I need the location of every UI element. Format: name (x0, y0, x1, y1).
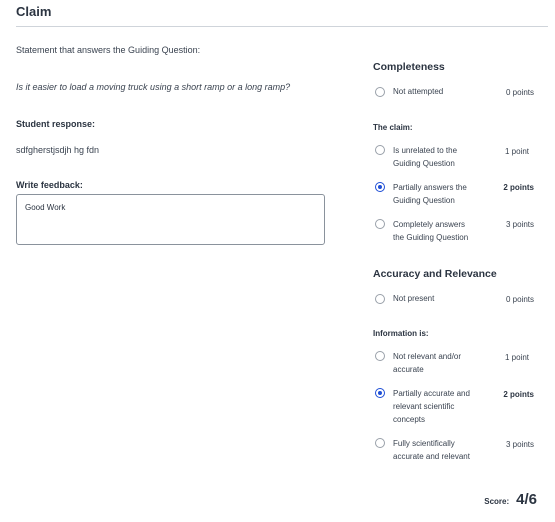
guiding-question: Is it easier to load a moving truck using a short ramp or a long ramp? (16, 82, 291, 92)
option-label: Completely answers the Guiding Question (393, 220, 469, 242)
option-label: Partially accurate and relevant scientific concepts (393, 389, 470, 424)
option-label: Fully scientifically accurate and relevant (393, 439, 470, 461)
radio-completeness-1[interactable] (375, 145, 385, 155)
accuracy-option-2[interactable] (375, 387, 470, 426)
page-title: Claim (16, 4, 52, 19)
option-label: Not attempted (393, 87, 444, 96)
accuracy-heading: Accuracy and Relevance (373, 268, 497, 280)
option-points: 2 points (503, 183, 534, 192)
feedback-text: Good Work (25, 203, 66, 212)
prompt-label: Statement that answers the Guiding Question: (16, 45, 201, 55)
option-label: Partially answers the Guiding Question (393, 183, 467, 205)
radio-accuracy-1[interactable] (375, 351, 385, 361)
radio-not-attempted[interactable] (375, 87, 385, 97)
score-label: Score: (484, 497, 510, 506)
student-response-label: Student response: (16, 119, 96, 129)
accuracy-option-1[interactable] (375, 350, 461, 376)
completeness-heading: Completeness (373, 61, 445, 73)
claim-subheading: The claim: (373, 123, 413, 132)
score-summary (484, 491, 537, 508)
option-label: Not relevant and/or accurate (393, 352, 462, 374)
option-label: Not present (393, 294, 435, 303)
option-points: 0 points (505, 88, 534, 97)
completeness-option-3[interactable] (375, 218, 468, 244)
score-value: 4/6 (516, 491, 537, 508)
student-response-text: sdfgherstjsdjh hg fdn (16, 145, 100, 155)
header-divider (16, 26, 548, 27)
radio-completeness-3[interactable] (375, 219, 385, 229)
radio-not-present[interactable] (375, 294, 385, 304)
accuracy-option-3[interactable] (375, 437, 470, 463)
completeness-option-2[interactable] (375, 181, 467, 207)
feedback-label: Write feedback: (16, 180, 83, 190)
accuracy-not-present-option[interactable] (375, 293, 434, 305)
option-points: 1 point (504, 353, 529, 362)
option-points: 1 point (504, 147, 529, 156)
radio-accuracy-3[interactable] (375, 438, 385, 448)
completeness-not-attempted-option[interactable] (375, 86, 443, 98)
option-points: 3 points (505, 220, 534, 229)
information-subheading: Information is: (373, 329, 429, 338)
option-label: Is unrelated to the Guiding Question (393, 146, 458, 168)
option-points: 2 points (503, 390, 534, 399)
option-points: 0 points (505, 295, 534, 304)
radio-accuracy-2[interactable] (375, 388, 385, 398)
feedback-textarea[interactable] (16, 194, 325, 245)
option-points: 3 points (505, 440, 534, 449)
completeness-option-1[interactable] (375, 144, 457, 170)
radio-completeness-2[interactable] (375, 182, 385, 192)
